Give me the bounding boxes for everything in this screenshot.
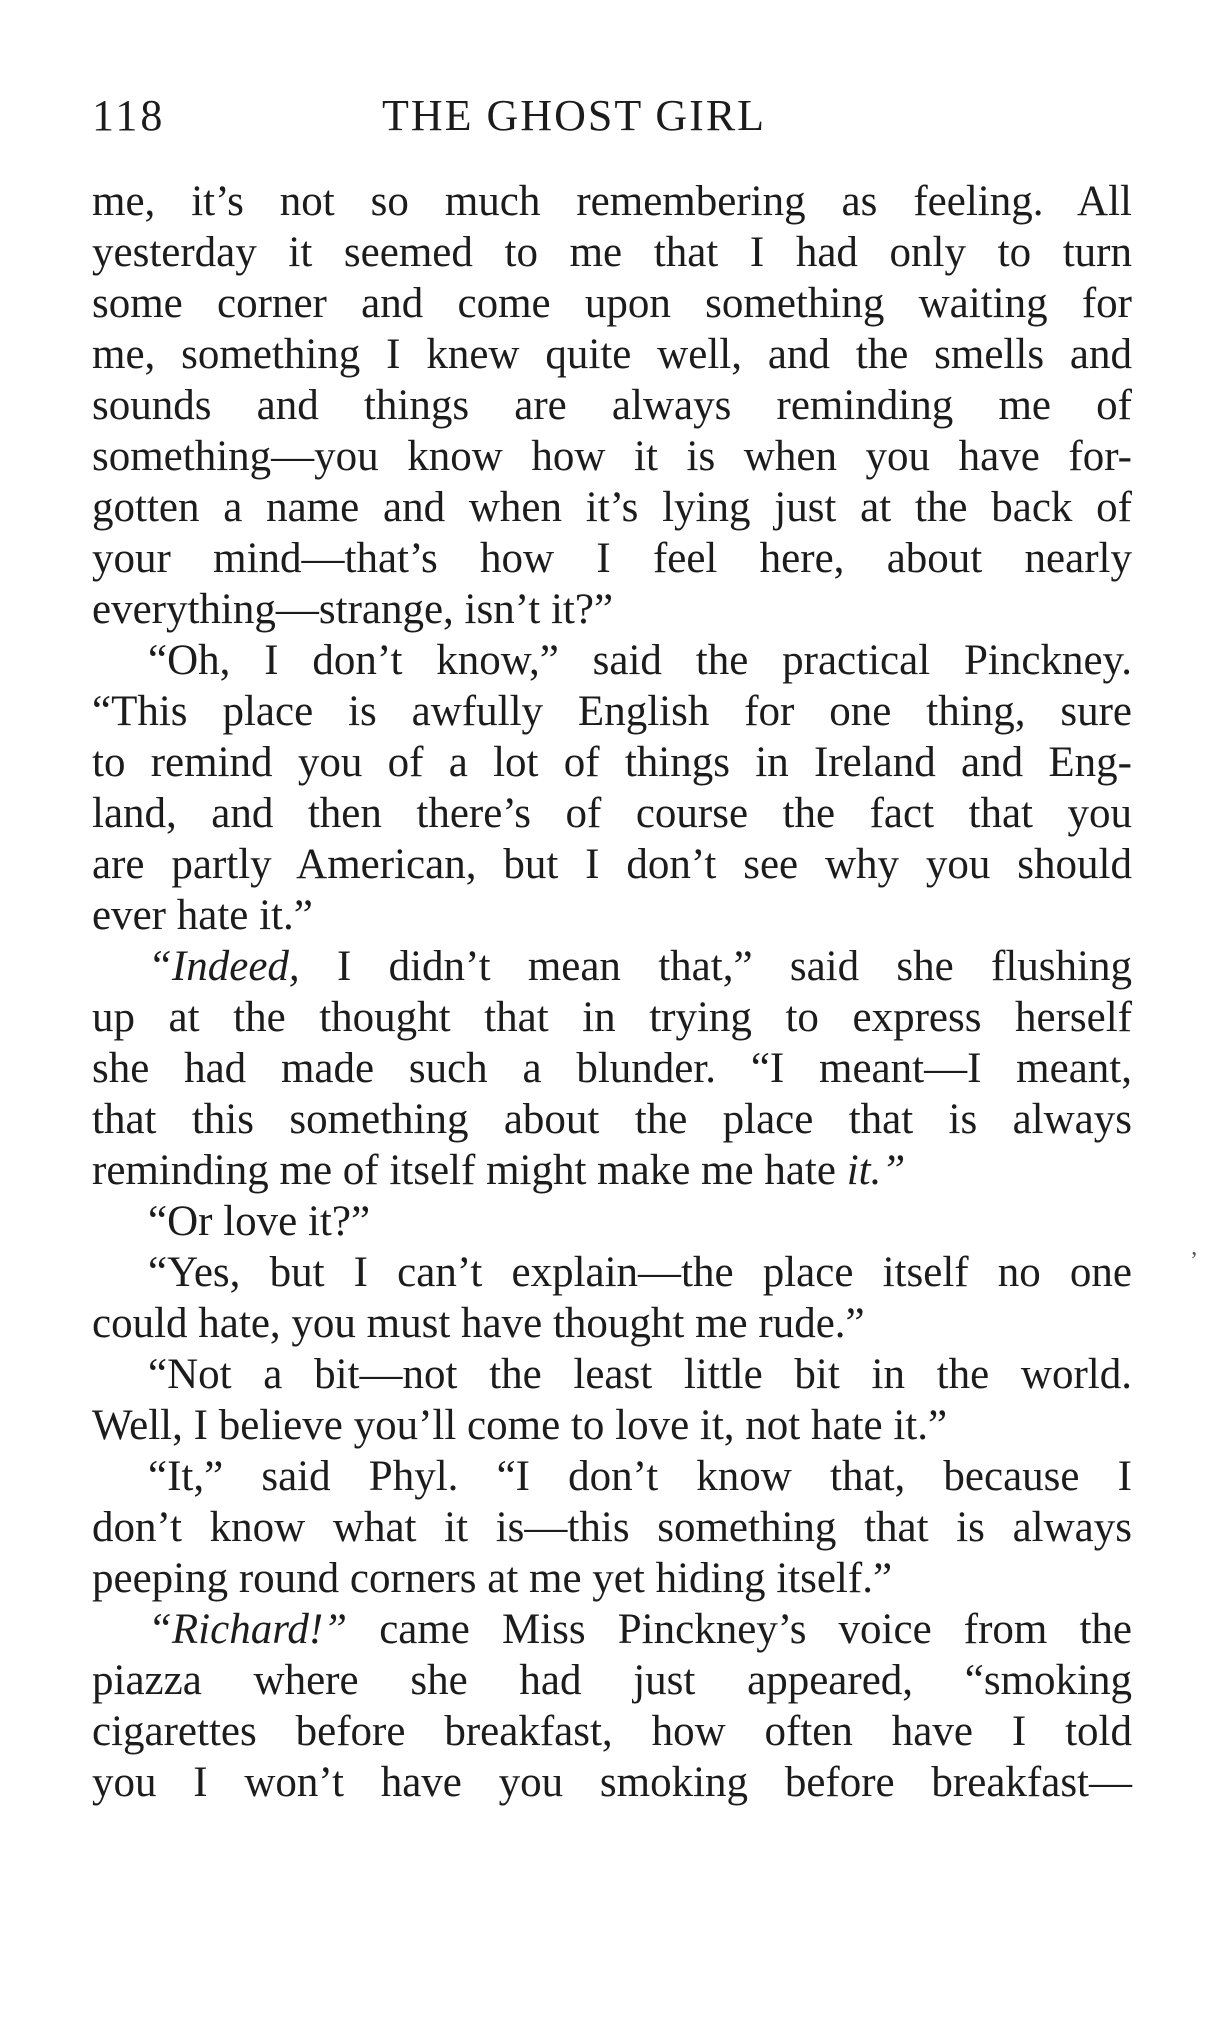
text-line: cigarettes before breakfast, how often have I told xyxy=(92,1708,1132,1755)
text-line: “Or love it?” xyxy=(148,1198,371,1245)
text-line: that this something about the place that is always xyxy=(92,1096,1132,1143)
text-line: yesterday it seemed to me that I had only to turn xyxy=(92,229,1132,276)
page-header xyxy=(92,86,1132,146)
paper-speck: ʼ xyxy=(1190,1248,1198,1274)
text-line: “It,” said Phyl. “I don’t know that, because I xyxy=(148,1453,1132,1500)
text-line: everything—strange, isn’t it?” xyxy=(92,586,614,633)
text-line: up at the thought that in trying to express herself xyxy=(92,994,1132,1041)
text-line: piazza where she had just appeared, “smoking xyxy=(92,1657,1132,1704)
text-line: me, something I knew quite well, and the smells and xyxy=(92,331,1132,378)
text-line: your mind—that’s how I feel here, about nearly xyxy=(92,535,1132,582)
text-line: “Not a bit—not the least little bit in the world. xyxy=(148,1351,1132,1398)
italic-text: it.” xyxy=(846,1147,906,1194)
text-line: me, it’s not so much remembering as feeling. All xyxy=(92,178,1132,225)
italic-text: “Indeed, xyxy=(148,943,300,990)
page-number: 118 xyxy=(92,91,166,140)
text-line: sounds and things are always reminding me of xyxy=(92,382,1132,429)
text-line: to remind you of a lot of things in Ireland and Eng- xyxy=(92,739,1132,786)
text-line: “Richard!” came Miss Pinckney’s voice from the xyxy=(148,1606,1132,1653)
text-line: reminding me of itself might make me hate it.” xyxy=(92,1147,906,1194)
text-line: gotten a name and when it’s lying just at the back of xyxy=(92,484,1132,531)
text-line: ever hate it.” xyxy=(92,892,313,939)
running-head: THE GHOST GIRL xyxy=(382,91,767,140)
text-line: Well, I believe you’ll come to love it, not hate it.” xyxy=(92,1402,948,1449)
text-line: “Indeed, I didn’t mean that,” said she flushing xyxy=(148,943,1132,990)
text-line: “This place is awfully English for one thing, sure xyxy=(92,688,1132,735)
text-line: land, and then there’s of course the fact that you xyxy=(92,790,1132,837)
text-line: some corner and come upon something waiting for xyxy=(92,280,1132,327)
italic-text: “Richard!” xyxy=(148,1606,348,1653)
text-line: you I won’t have you smoking before breakfast— xyxy=(92,1759,1132,1806)
text-line: something—you know how it is when you have for- xyxy=(92,433,1132,480)
text-line: could hate, you must have thought me rude.” xyxy=(92,1300,865,1347)
text-line: peeping round corners at me yet hiding itself.” xyxy=(92,1555,893,1602)
text-line: don’t know what it is—this something that is always xyxy=(92,1504,1132,1551)
text-line: “Oh, I don’t know,” said the practical Pinckney. xyxy=(148,637,1132,684)
text-line: she had made such a blunder. “I meant—I meant, xyxy=(92,1045,1132,1092)
text-line: “Yes, but I can’t explain—the place itself no one xyxy=(148,1249,1132,1296)
text-line: are partly American, but I don’t see why you should xyxy=(92,841,1132,888)
body-text xyxy=(92,176,1132,1808)
